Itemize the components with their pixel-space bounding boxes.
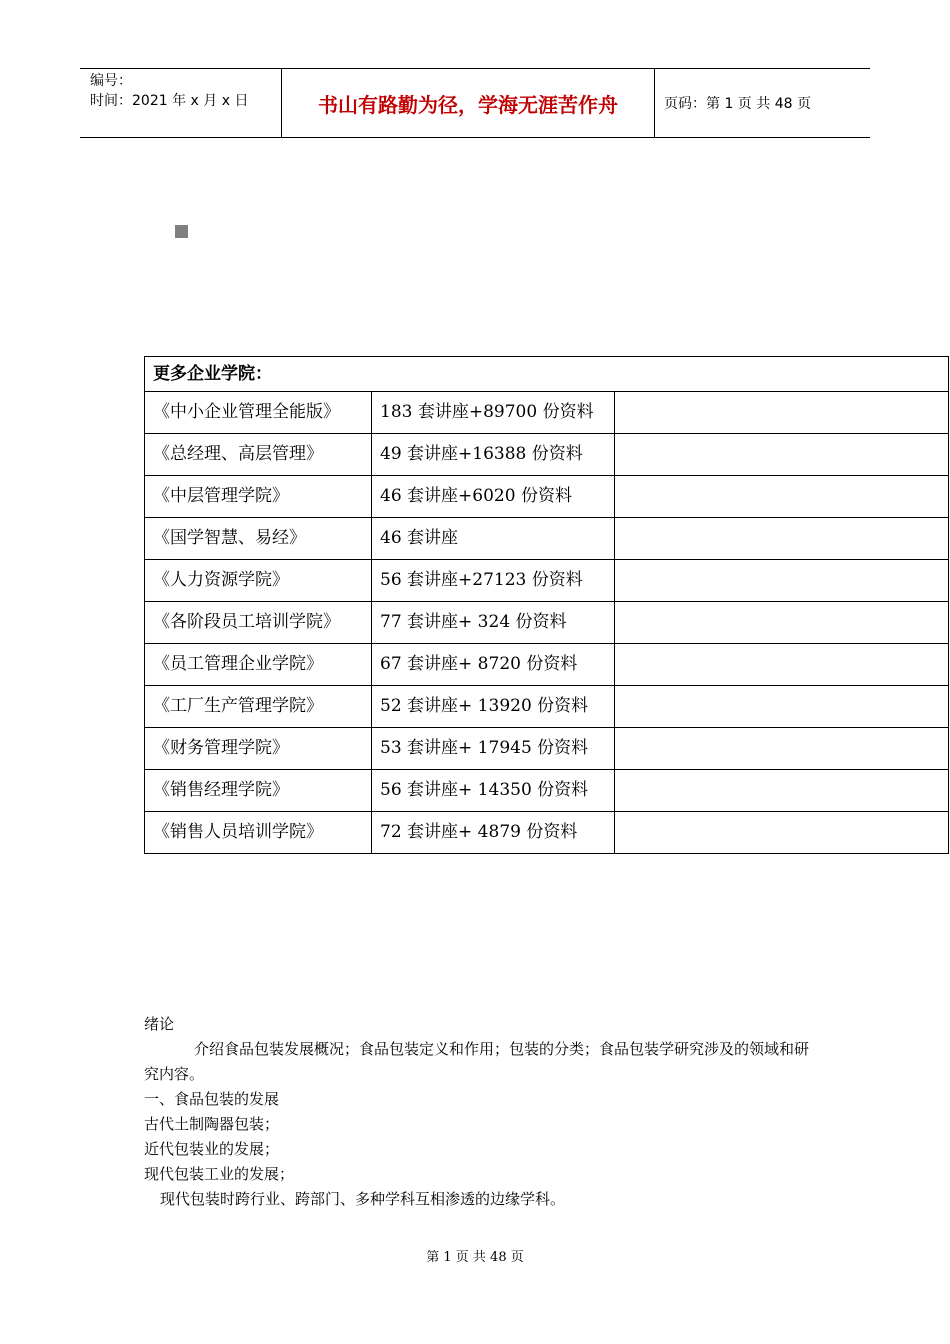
table-row [145,644,949,686]
academy-count: 53 套讲座+ 17945 份资料 [372,728,615,770]
empty-cell [615,434,949,476]
empty-cell [615,392,949,434]
empty-cell [615,602,949,644]
academy-name: 《财务管理学院》 [145,728,372,770]
academy-count: 67 套讲座+ 8720 份资料 [372,644,615,686]
academy-name: 《中层管理学院》 [145,476,372,518]
empty-cell [615,476,949,518]
list-item: 古代土制陶器包装； [144,1115,280,1133]
academy-name: 《销售经理学院》 [145,770,372,812]
academy-name: 《中小企业管理全能版》 [145,392,372,434]
academy-count: 77 套讲座+ 324 份资料 [372,602,615,644]
table-row [145,812,949,854]
table-title: 更多企业学院： [145,357,949,392]
header-meta [90,71,248,111]
time-label: 时间：2021 年 x 月 x 日 [90,93,249,109]
academy-count: 56 套讲座+ 14350 份资料 [372,770,615,812]
header-divider [654,69,655,137]
empty-cell [615,770,949,812]
list-item: 现代包装工业的发展； [144,1165,295,1183]
list-item: 近代包装业的发展； [144,1140,280,1158]
empty-cell [615,518,949,560]
table-row [145,770,949,812]
table-row [145,434,949,476]
number-label: 编号： [90,73,132,89]
square-bullet-icon [175,225,188,238]
section-title: 一、食品包装的发展 [144,1090,280,1108]
table-row [145,560,949,602]
header-motto: 书山有路勤为径，学海无涯苦作舟 [318,92,618,117]
academy-count: 46 套讲座 [372,518,615,560]
academy-name: 《人力资源学院》 [145,560,372,602]
list-item: 现代包装时跨行业、跨部门、多种学科互相渗透的边缘学科。 [160,1190,566,1208]
academy-name: 《员工管理企业学院》 [145,644,372,686]
table-row [145,518,949,560]
page-footer: 第 1 页 共 48 页 [426,1250,524,1265]
academy-count: 49 套讲座+16388 份资料 [372,434,615,476]
intro-paragraph: 介绍食品包装发展概况；食品包装定义和作用；包装的分类；食品包装学研究涉及的领域和研究内容。 [144,1040,810,1083]
table-header-row [145,357,949,392]
academy-count: 52 套讲座+ 13920 份资料 [372,686,615,728]
empty-cell [615,686,949,728]
empty-cell [615,644,949,686]
header-page-info: 页码：第 1 页 共 48 页 [664,96,811,112]
academy-count: 183 套讲座+89700 份资料 [372,392,615,434]
table-row [145,602,949,644]
empty-cell [615,812,949,854]
academy-name: 《各阶段员工培训学院》 [145,602,372,644]
academy-count: 46 套讲座+6020 份资料 [372,476,615,518]
table-row [145,392,949,434]
academy-count: 72 套讲座+ 4879 份资料 [372,812,615,854]
academy-table [144,356,949,854]
table-row [145,686,949,728]
academy-name: 《销售人员培训学院》 [145,812,372,854]
empty-cell [615,728,949,770]
document-body [144,1012,814,1212]
academy-name: 《总经理、高层管理》 [145,434,372,476]
page-header [80,68,870,138]
section-heading: 绪论 [144,1015,175,1033]
table-row [145,728,949,770]
academy-count: 56 套讲座+27123 份资料 [372,560,615,602]
table-row [145,476,949,518]
empty-cell [615,560,949,602]
academy-name: 《工厂生产管理学院》 [145,686,372,728]
academy-name: 《国学智慧、易经》 [145,518,372,560]
